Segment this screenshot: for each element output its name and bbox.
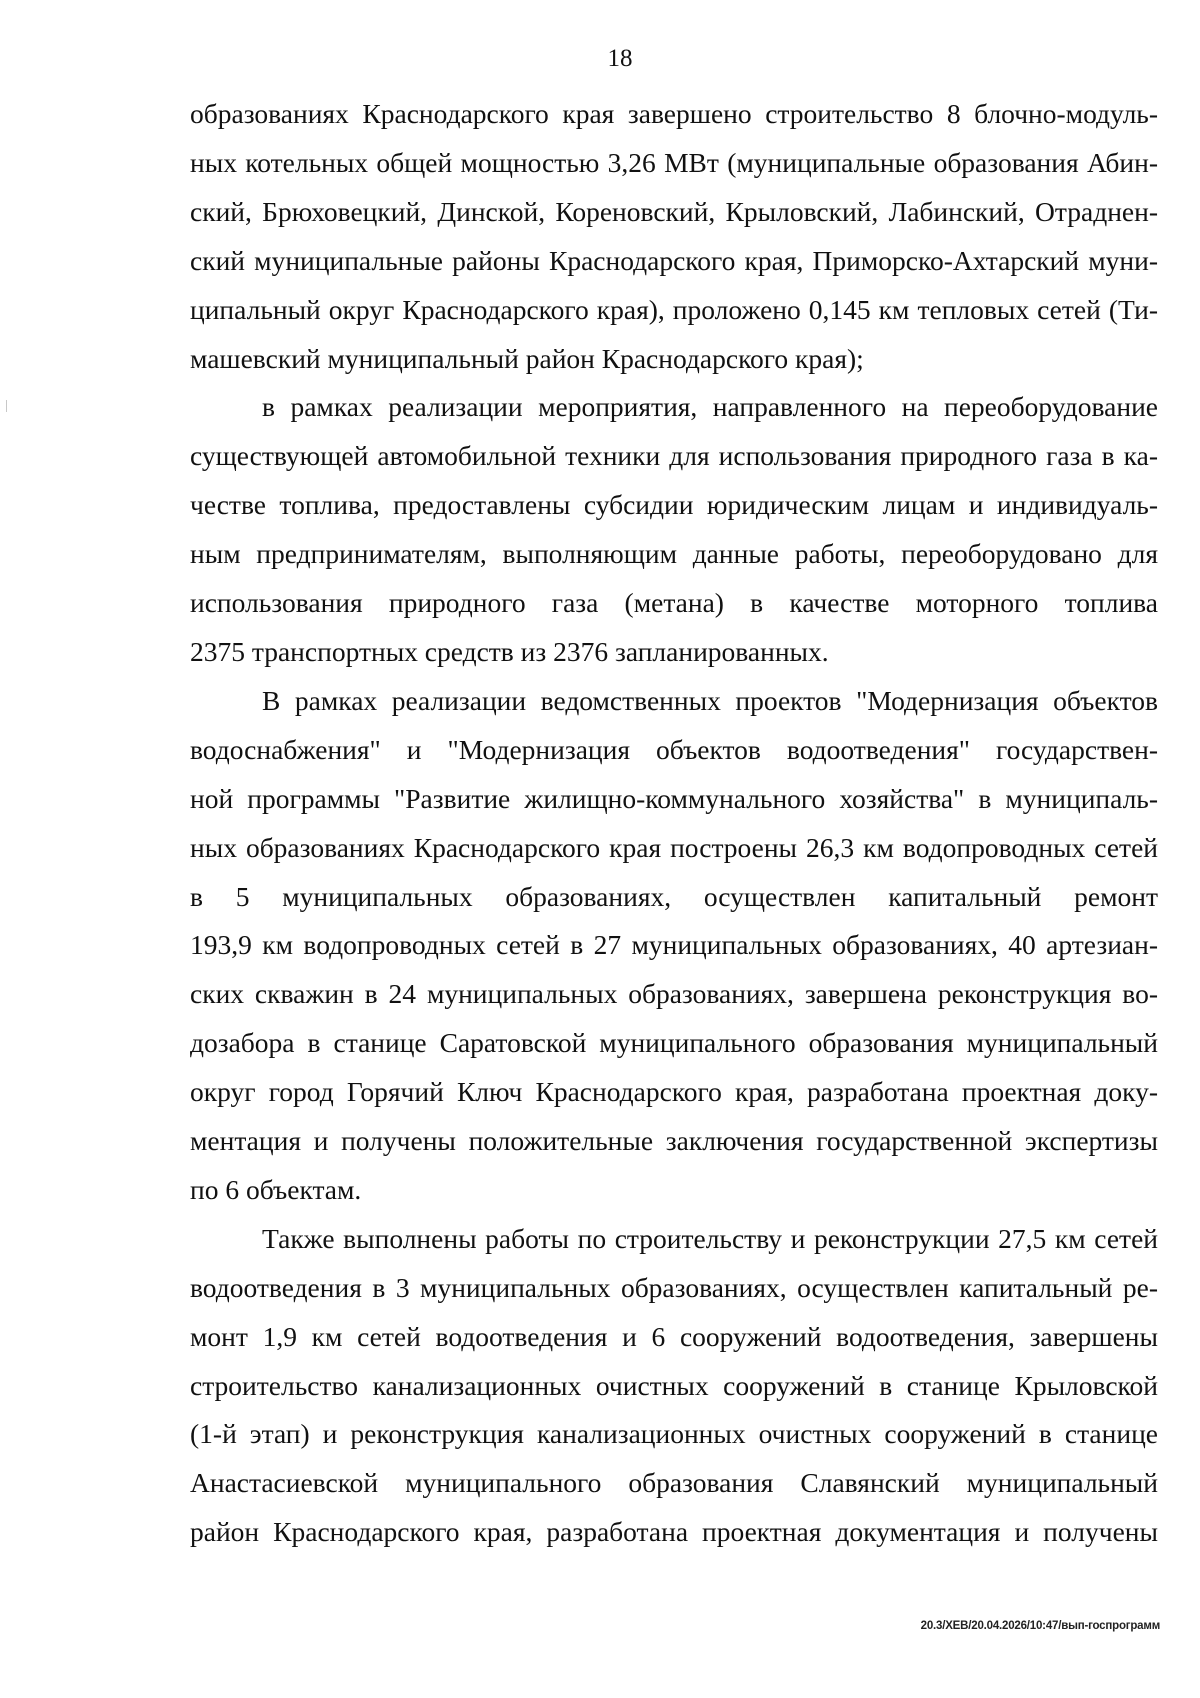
text-line: ной программы "Развитие жилищно-коммунального хозяйства" в муниципаль- <box>190 782 1158 814</box>
text-line: ных образованиях Краснодарского края построены 26,3 км водопроводных сетей <box>190 831 1158 863</box>
text-line: ский, Брюховецкий, Динской, Кореновский, Крыловский, Лабинский, Отраднен- <box>190 195 1158 227</box>
text-line: строительство канализационных очистных сооружений в станице Крыловской <box>190 1369 1158 1401</box>
text-line: ным предпринимателям, выполняющим данные работы, переоборудовано для <box>190 538 1158 570</box>
text-line: 2375 транспортных средств из 2376 запланированных. <box>190 635 829 667</box>
text-line: ментация и получены положительные заключения государственной экспертизы <box>190 1125 1158 1157</box>
text-line: округ город Горячий Ключ Краснодарского края, разработана проектная доку- <box>190 1076 1158 1108</box>
document-body <box>190 90 1158 1557</box>
text-line: монт 1,9 км сетей водоотведения и 6 сооружений водоотведения, завершены <box>190 1320 1158 1352</box>
text-line: район Краснодарского края, разработана проектная документация и получены <box>190 1516 1158 1548</box>
text-line: по 6 объектам. <box>190 1173 362 1205</box>
text-line: в рамках реализации мероприятия, направленного на переоборудование <box>262 391 1158 423</box>
text-line: Также выполнены работы по строительству и реконструкции 27,5 км сетей <box>262 1222 1158 1254</box>
text-line: Анастасиевской муниципального образования Славянский муниципальный <box>190 1467 1158 1499</box>
text-line: В рамках реализации ведомственных проектов "Модернизация объектов <box>262 684 1158 716</box>
text-line: образованиях Краснодарского края завершено строительство 8 блочно-модуль- <box>190 98 1158 129</box>
text-line: в 5 муниципальных образованиях, осуществлен капитальный ремонт <box>190 880 1158 912</box>
text-line: (1-й этап) и реконструкция канализационных очистных сооружений в станице <box>190 1418 1158 1450</box>
paragraph <box>190 90 1158 383</box>
text-line: ципальный округ Краснодарского края), проложено 0,145 км тепловых сетей (Ти- <box>190 293 1158 325</box>
text-line: 193,9 км водопроводных сетей в 27 муниципальных образованиях, 40 артезиан- <box>190 929 1158 961</box>
footer-stamp: 20.3/ХЕВ/20.04.2026/10:47/вып-госпрограмм <box>920 1620 1160 1632</box>
paragraph <box>190 1215 1158 1557</box>
text-line: машевский муниципальный район Краснодарского края); <box>190 342 864 374</box>
text-line: ных котельных общей мощностью 3,26 МВт (муниципальные образования Абин- <box>190 146 1158 178</box>
paragraph <box>190 677 1158 1215</box>
page-number: 18 <box>607 45 633 72</box>
text-line: водоотведения в 3 муниципальных образованиях, осуществлен капитальный ре- <box>190 1271 1158 1303</box>
margin-mark <box>6 400 7 412</box>
text-line: ских скважин в 24 муниципальных образованиях, завершена реконструкция во- <box>190 978 1158 1010</box>
paragraph <box>190 383 1158 676</box>
text-line: честве топлива, предоставлены субсидии юридическим лицам и индивидуаль- <box>190 489 1158 521</box>
text-line: ский муниципальные районы Краснодарского края, Приморско-Ахтарский муни- <box>190 244 1158 276</box>
text-line: использования природного газа (метана) в качестве моторного топлива <box>190 587 1158 619</box>
text-line: существующей автомобильной техники для использования природного газа в ка- <box>190 440 1158 472</box>
text-line: дозабора в станице Саратовской муниципального образования муниципальный <box>190 1027 1158 1059</box>
text-line: водоснабжения" и "Модернизация объектов водоотведения" государствен- <box>190 733 1158 765</box>
